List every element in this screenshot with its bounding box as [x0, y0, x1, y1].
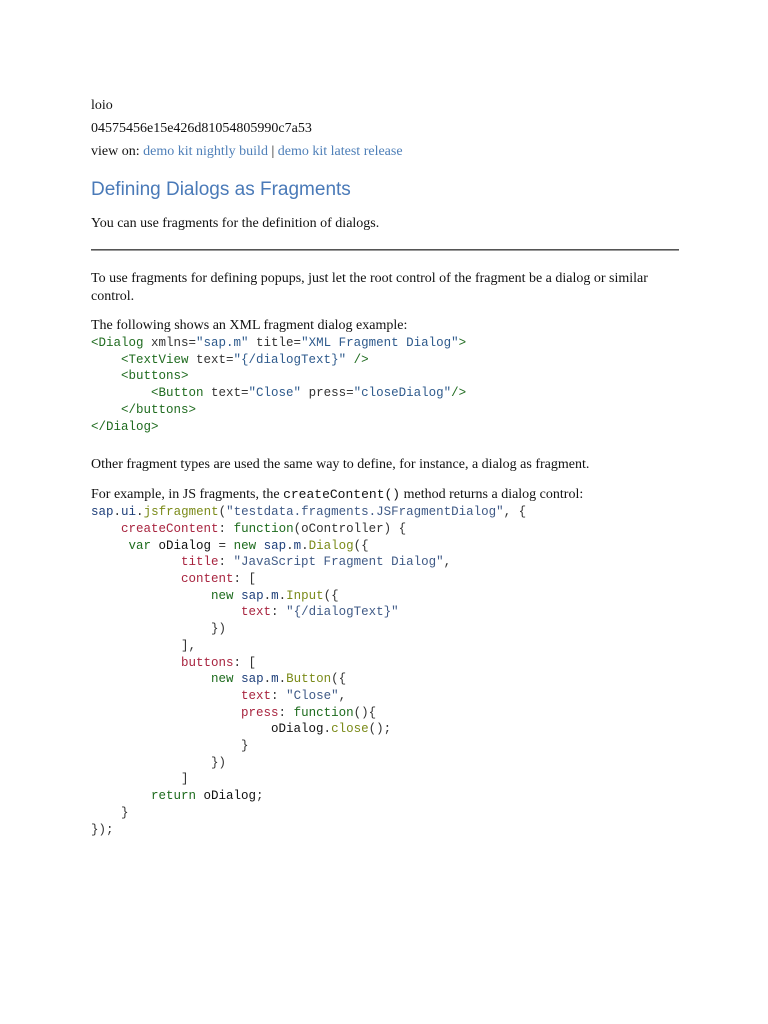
code-token: sap: [241, 588, 264, 603]
code-token: , {: [503, 505, 527, 520]
code-token: (: [218, 505, 227, 520]
code-token: sap: [263, 538, 287, 553]
code-token: jsfragment: [143, 505, 219, 520]
code-token: [91, 555, 181, 569]
code-token: text: [241, 688, 272, 703]
code-token: :: [278, 705, 294, 720]
code-line: [91, 554, 681, 571]
code-token: [256, 539, 264, 553]
code-token: }: [121, 805, 129, 820]
demo-kit-nightly-link[interactable]: demo kit nightly build: [143, 144, 268, 159]
code-token: [91, 539, 129, 553]
code-token: [91, 689, 241, 703]
code-line: [91, 688, 681, 705]
code-token: [91, 622, 211, 636]
code-token: "sap.m": [196, 336, 249, 350]
code-token: [91, 353, 121, 367]
loio-id: 04575456e15e426d81054805990c7a53: [91, 121, 312, 136]
code-token: [91, 572, 181, 586]
js-intro-text-after: method returns a dialog control:: [400, 487, 584, 503]
code-token: ({: [323, 588, 339, 603]
code-token: [91, 522, 121, 536]
page-title: Defining Dialogs as Fragments: [91, 179, 351, 200]
code-token: text=: [196, 352, 234, 367]
code-token: [91, 772, 181, 786]
code-token: }: [241, 739, 249, 754]
inline-code-createcontent: createContent(): [283, 487, 401, 503]
code-token: new: [211, 672, 234, 687]
code-token: </Dialog>: [91, 419, 159, 434]
short-description: You can use fragments for the definition of dialogs.: [91, 216, 380, 231]
code-token: m: [293, 538, 302, 553]
code-token: [91, 639, 181, 653]
code-line: [91, 822, 681, 839]
code-token: "testdata.fragments.JSFragmentDialog": [226, 505, 504, 520]
code-line: [91, 571, 681, 588]
js-example-intro: [91, 486, 681, 504]
code-token: [91, 706, 241, 720]
code-line: [91, 521, 681, 538]
code-token: [234, 589, 242, 603]
code-token: Input: [286, 588, 324, 603]
code-token: press: [241, 705, 279, 720]
code-token: </buttons>: [121, 402, 197, 417]
code-token: .: [263, 672, 272, 687]
link-separator: |: [271, 144, 275, 159]
code-token: :: [218, 521, 234, 536]
code-line: [91, 705, 681, 722]
code-token: <TextView: [121, 352, 197, 367]
code-line: [91, 588, 681, 605]
code-line: [91, 621, 681, 638]
code-line: [91, 335, 681, 352]
code-token: }): [211, 755, 227, 770]
code-token: function: [233, 521, 294, 536]
code-token: [91, 722, 271, 736]
code-token: />: [346, 352, 369, 367]
code-token: ui: [121, 505, 137, 520]
code-token: text=: [211, 386, 249, 401]
code-token: .: [278, 588, 287, 603]
code-token: [234, 672, 242, 686]
section-divider: [91, 249, 679, 251]
xml-example-intro: The following shows an XML fragment dialog example:: [91, 318, 408, 333]
code-token: oDialog: [271, 722, 324, 737]
code-token: "{/dialogText}": [233, 352, 347, 367]
code-token: ;: [256, 789, 264, 804]
code-token: [91, 403, 121, 417]
code-line: [91, 352, 681, 369]
code-line: [91, 721, 681, 738]
code-token: Button: [286, 672, 332, 687]
code-token: "JavaScript Fragment Dialog": [233, 555, 444, 570]
code-line: [91, 805, 681, 822]
code-line: [91, 538, 681, 555]
code-token: [91, 739, 241, 753]
code-token: m: [271, 672, 279, 687]
code-token: ],: [181, 638, 197, 653]
loio-label: loio: [91, 98, 113, 113]
code-token: new: [233, 538, 257, 553]
code-line: [91, 771, 681, 788]
code-line: [91, 788, 681, 805]
code-token: sap: [91, 505, 114, 520]
code-token: [91, 656, 181, 670]
code-token: });: [91, 822, 114, 837]
code-line: [91, 655, 681, 672]
code-token: .: [113, 505, 122, 520]
code-token: ({: [331, 672, 347, 687]
code-line: [91, 671, 681, 688]
code-token: xmlns=: [151, 336, 197, 350]
xml-code-block: [91, 335, 681, 435]
code-token: ,: [338, 688, 347, 703]
code-token: :: [271, 688, 287, 703]
code-token: (){: [353, 705, 377, 720]
code-token: [91, 589, 211, 603]
code-token: />: [451, 386, 467, 401]
code-token: "closeDialog": [353, 386, 452, 401]
code-token: ();: [368, 722, 392, 737]
code-token: [91, 806, 121, 820]
code-token: .: [136, 505, 144, 520]
code-token: .: [286, 538, 294, 553]
code-token: .: [323, 722, 332, 737]
code-token: m: [271, 588, 279, 603]
code-token: function: [293, 705, 354, 720]
code-token: :: [218, 555, 234, 570]
code-token: oDialog: [196, 789, 257, 804]
code-token: new: [211, 588, 234, 603]
view-on-line: [91, 140, 681, 163]
code-line: [91, 638, 681, 655]
code-token: [91, 756, 211, 770]
code-line: [91, 604, 681, 621]
code-token: text: [241, 605, 272, 620]
code-line: [91, 419, 681, 436]
code-token: return: [151, 789, 197, 804]
js-intro-text-before: For example, in JS fragments, the: [91, 487, 284, 503]
code-token: .: [301, 538, 309, 553]
code-token: .: [278, 672, 287, 687]
code-line: [91, 755, 681, 772]
code-token: :: [271, 605, 287, 620]
code-line: [91, 368, 681, 385]
code-token: "XML Fragment Dialog": [301, 336, 459, 350]
code-token: >: [458, 336, 467, 350]
code-token: : [: [233, 655, 257, 670]
code-token: <buttons>: [121, 369, 189, 384]
code-token: .: [263, 588, 272, 603]
code-line: [91, 504, 681, 521]
code-token: createContent: [121, 521, 219, 536]
code-token: title: [181, 555, 219, 570]
code-token: [91, 789, 151, 803]
code-token: : [: [233, 572, 257, 587]
code-token: "Close": [286, 688, 339, 703]
code-token: <Dialog: [91, 336, 152, 350]
document-page: [91, 94, 681, 838]
code-token: title=: [248, 336, 302, 350]
code-token: "Close": [248, 386, 302, 401]
code-token: press=: [301, 386, 354, 401]
code-token: Dialog: [308, 538, 354, 553]
code-token: <Button: [151, 386, 212, 401]
code-token: ,: [443, 555, 452, 570]
code-token: content: [181, 572, 234, 587]
code-token: sap: [241, 672, 264, 687]
code-token: [91, 369, 121, 383]
intro-paragraph: To use fragments for defining popups, just let the root control of the fragment be a dialog or similar control.: [91, 271, 648, 304]
code-token: =: [218, 538, 234, 553]
code-token: var: [128, 538, 152, 553]
fragment-types-paragraph: Other fragment types are used the same way to define, for instance, a dialog as fragment.: [91, 457, 590, 473]
js-code-block: [91, 504, 681, 838]
code-line: [91, 385, 681, 402]
view-on-label: view on:: [91, 144, 140, 159]
code-token: (oController) {: [293, 521, 407, 536]
code-token: oDialog: [151, 538, 219, 553]
code-token: [91, 386, 151, 400]
code-token: "{/dialogText}": [286, 605, 399, 620]
code-token: ]: [181, 772, 189, 787]
code-token: [91, 672, 211, 686]
code-token: }): [211, 622, 227, 637]
demo-kit-latest-link[interactable]: demo kit latest release: [277, 144, 403, 159]
code-token: close: [331, 722, 369, 737]
code-token: ({: [353, 538, 369, 553]
code-token: buttons: [181, 655, 234, 670]
code-token: [91, 605, 241, 619]
code-line: [91, 402, 681, 419]
code-line: [91, 738, 681, 755]
